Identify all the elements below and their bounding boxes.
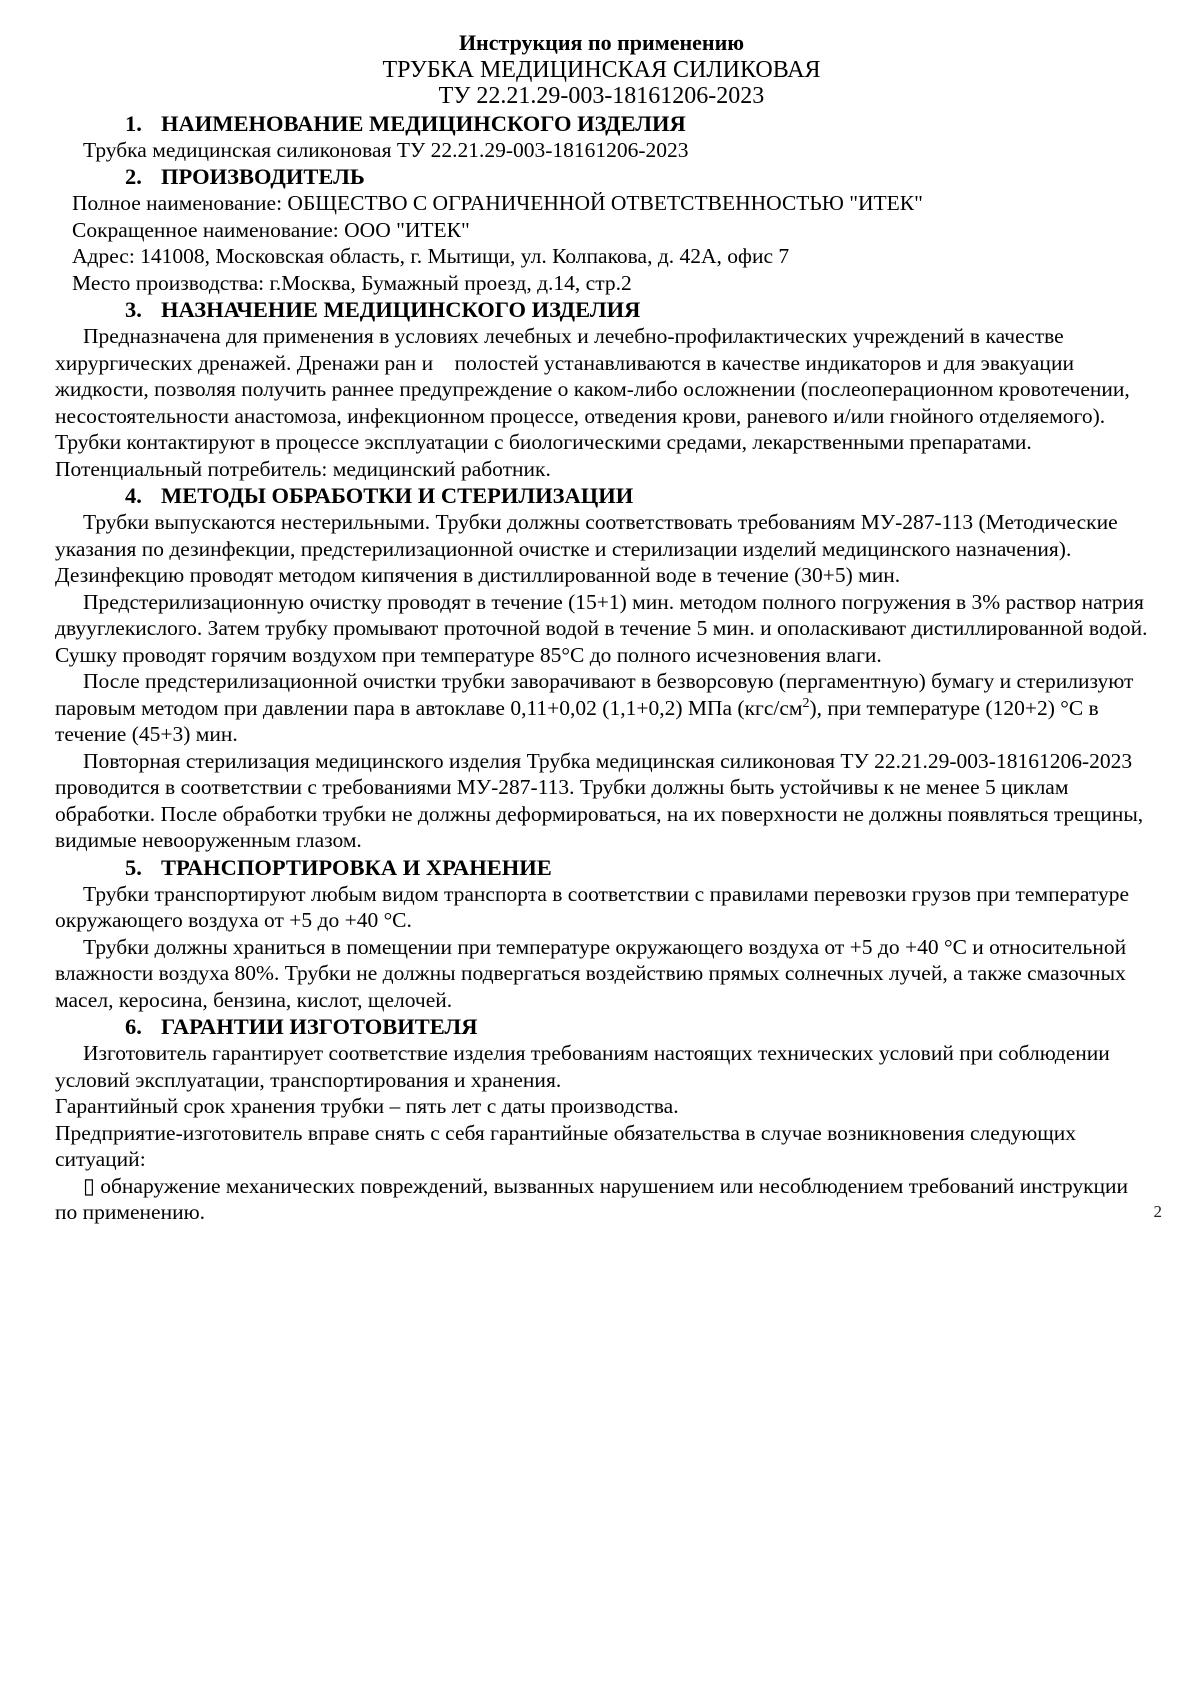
section-heading-5	[55, 854, 1148, 881]
heading-text: ПРОИЗВОДИТЕЛЬ	[161, 164, 365, 189]
paragraph: Трубка медицинская силиконовая ТУ 22.21.29-003-18161206-2023	[83, 137, 689, 162]
heading-text: ТРАНСПОРТИРОВКА И ХРАНЕНИЕ	[161, 854, 552, 880]
heading-number: 3.	[125, 297, 142, 322]
section-heading-6	[55, 1013, 1148, 1040]
heading-number: 6.	[125, 1014, 142, 1039]
section-heading-2	[55, 163, 1148, 190]
doc-standard-number: ТУ 22.21.29-003-18161206-2023	[438, 83, 765, 109]
paragraph: Предназначена для применения в условиях лечебных и лечебно-профилактических учреждений в качестве хирургических дренажей. Дренажи ран и полостей устанавливаются в качестве индикаторов и для эвакуации жидкости, позволяя получить раннее предупреждение о каком-либо осложнении (послеоперационном кровотечении, несостоятельности анастомоза, инфекционном процессе, отведения крови, раневого и/или гнойного отделяемого). Трубки контактируют в процессе эксплуатации с биологическими средами, лекарственными препаратами. Потенциальный потребитель: медицинский работник.	[55, 324, 1136, 481]
paragraph-text: ), при температуре (120+2) °С в течение (45+3) мин.	[55, 695, 1105, 746]
heading-text: ГАРАНТИИ ИЗГОТОВИТЕЛЯ	[161, 1014, 478, 1039]
superscript-2: 2	[802, 695, 810, 711]
heading-number: 2.	[125, 164, 142, 189]
section-heading-1	[55, 110, 1148, 137]
heading-number: 4.	[125, 483, 142, 508]
paragraph-text: После предстерилизационной очистки трубки заворачивают в безворсовую (пергаментную) бумагу и стерилизуют паровым методом при давлении пара в автоклаве 0,11+0,02 (1,1+0,2) МПа (кгс/см	[55, 669, 1139, 720]
paragraph: Трубки должны храниться в помещении при температуре окружающего воздуха от +5 до +40 °С и относительной влажности воздуха 80%. Трубки не должны подвергаться воздействию прямых солнечных лучей, а также смазочных масел, керосина, бензина, кислот, щелочей.	[55, 934, 1132, 1012]
paragraph: Место производства: г.Москва, Бумажный проезд, д.14, стр.2	[72, 270, 632, 295]
paragraph: Трубки транспортируют любым видом транспорта в соответствии с правилами перевозки грузов при температуре окружающего воздуха от +5 до +40 °С.	[55, 881, 1135, 932]
page-number: 2	[1153, 1202, 1162, 1221]
paragraph: Адрес: 141008, Московская область, г. Мытищи, ул. Колпакова, д. 42А, офис 7	[72, 244, 790, 268]
paragraph: Дезинфекцию проводят методом кипячения в дистиллированной воде в течение (30+5) мин.	[55, 563, 901, 587]
heading-number: 5.	[125, 854, 142, 880]
bullet-item: ▯ обнаружение механических повреждений, вызванных нарушением или несоблюдением требований инструкции по применению.	[55, 1173, 1134, 1224]
doc-title: Инструкция по применению	[458, 30, 745, 55]
section-heading-3	[55, 296, 1148, 323]
paragraph: Трубки выпускаются нестерильными. Трубки должны соответствовать требованиям МУ-287-113 (Методические указания по дезинфекции, предстерилизационной очистке и стерилизации изделий медицинского назначения).	[55, 510, 1124, 561]
heading-number: 1.	[125, 110, 142, 136]
paragraph: Предприятие-изготовитель вправе снять с себя гарантийные обязательства в случае возникновения следующих ситуаций:	[55, 1120, 1082, 1171]
heading-text: НАИМЕНОВАНИЕ МЕДИЦИНСКОГО ИЗДЕЛИЯ	[161, 110, 686, 136]
doc-subtitle: ТРУБКА МЕДИЦИНСКАЯ СИЛИКОВАЯ	[382, 56, 821, 83]
paragraph: Предстерилизационную очистку проводят в течение (15+1) мин. методом полного погружения в 3% раствор натрия двууглекислого. Затем трубку промывают проточной водой в течение 5 мин. и ополаскивают дистиллированной водой. Сушку проводят горячим воздухом при температуре 85°С до полного исчезновения влаги.	[55, 589, 1153, 667]
heading-text: МЕТОДЫ ОБРАБОТКИ И СТЕРИЛИЗАЦИИ	[161, 483, 634, 508]
paragraph: Повторная стерилизация медицинского изделия Трубка медицинская силиконовая ТУ 22.21.29-003-18161206-2023 проводится в соответствии с требованиями МУ-287-113. Трубки должны быть устойчивы к не менее 5 циклам обработки. После обработки трубки не должны деформироваться, на их поверхности не должны появляться трещины, видимые невооруженным глазом.	[55, 748, 1149, 852]
heading-text: НАЗНАЧЕНИЕ МЕДИЦИНСКОГО ИЗДЕЛИЯ	[161, 297, 641, 322]
section-heading-4	[55, 482, 1148, 509]
paragraph: Полное наименование: ОБЩЕСТВО С ОГРАНИЧЕННОЙ ОТВЕТСТВЕННОСТЬЮ "ИТЕК"	[72, 191, 923, 215]
paragraph: Изготовитель гарантирует соответствие изделия требованиям настоящих технических условий при соблюдении условий эксплуатации, транспортирования и хранения.	[55, 1041, 1116, 1092]
paragraph-autoclave	[55, 668, 1148, 748]
paragraph: Гарантийный срок хранения трубки – пять лет с даты производства.	[55, 1094, 679, 1118]
paragraph: Сокращенное наименование: ООО "ИТЕК"	[72, 217, 470, 242]
